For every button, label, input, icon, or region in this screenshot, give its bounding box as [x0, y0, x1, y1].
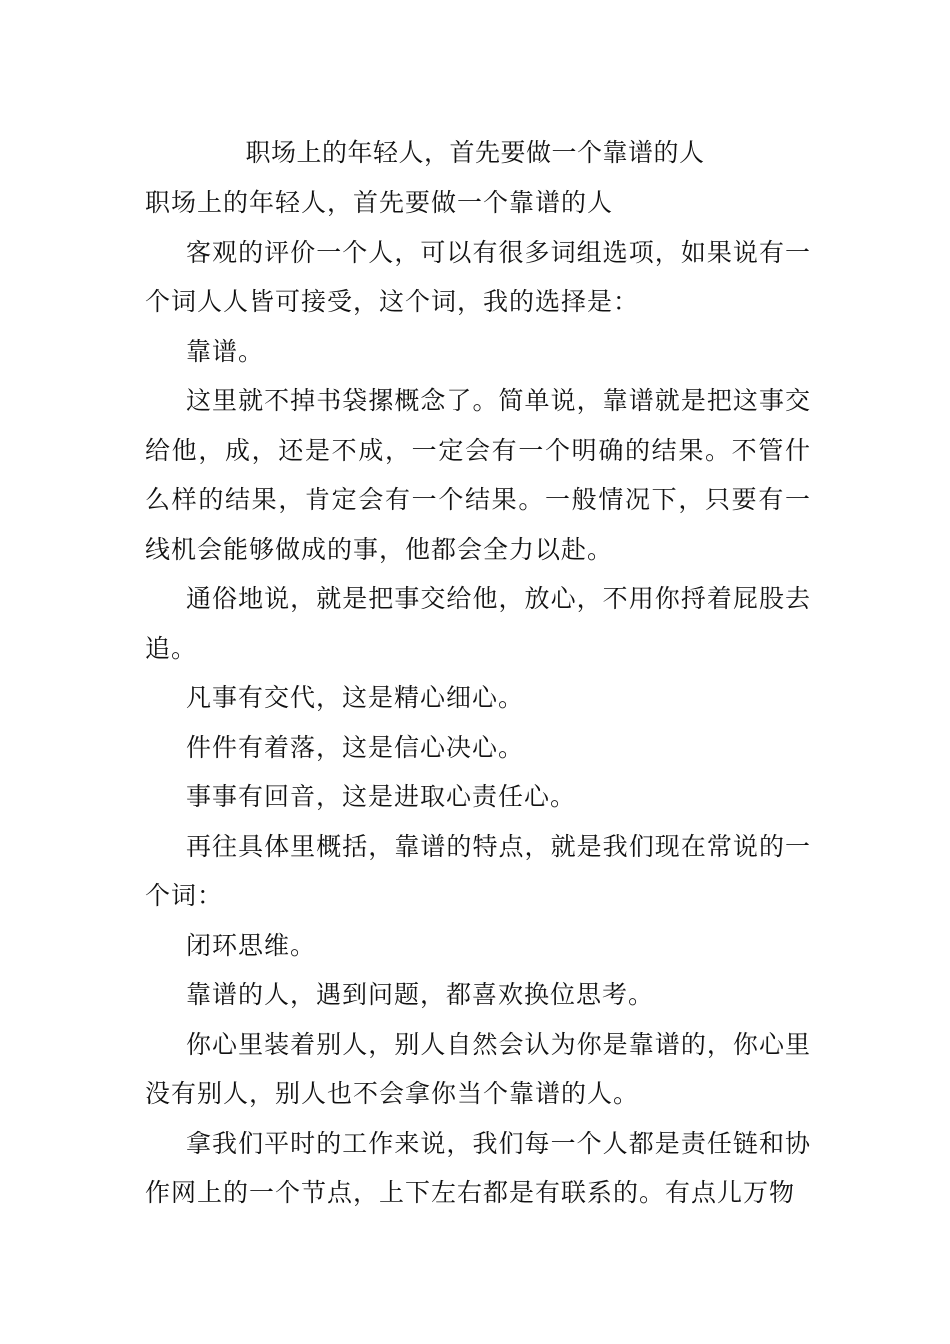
paragraph: 这里就不掉书袋摞概念了。简单说，靠谱就是把这事交给他，成，还是不成，一定会有一个明确的结果。不管什么样的结果，肯定会有一个结果。一般情况下，只要有一线机会能够做成的事，他都会全力以赴。 [145, 386, 811, 564]
document-title: 职场上的年轻人，首先要做一个靠谱的人 [245, 138, 705, 167]
paragraph: 靠谱的人，遇到问题，都喜欢换位思考。 [186, 980, 655, 1009]
document-body [145, 178, 811, 1218]
paragraph: 通俗地说，就是把事交给他，放心，不用你捋着屁股去追。 [145, 584, 811, 663]
paragraph: 再往具体里概括，靠谱的特点，就是我们现在常说的一个词： [145, 831, 811, 910]
paragraph: 凡事有交代，这是精心细心。 [186, 683, 525, 712]
paragraph: 你心里装着别人，别人自然会认为你是靠谱的，你心里没有别人，别人也不会拿你当个靠谱的人。 [145, 1029, 811, 1108]
paragraph: 拿我们平时的工作来说，我们每一个人都是责任链和协作网上的一个节点，上下左右都是有联系的。有点儿万物 [145, 1128, 811, 1207]
paragraph: 件件有着落，这是信心决心。 [186, 732, 525, 762]
paragraph: 客观的评价一个人，可以有很多词组选项，如果说有一个词人人皆可接受，这个词，我的选择是： [145, 237, 811, 316]
paragraph: 事事有回音，这是进取心责任心。 [186, 782, 577, 811]
paragraph: 闭环思维。 [186, 930, 317, 960]
document-subtitle: 职场上的年轻人，首先要做一个靠谱的人 [145, 188, 614, 217]
paragraph: 靠谱。 [186, 336, 265, 366]
